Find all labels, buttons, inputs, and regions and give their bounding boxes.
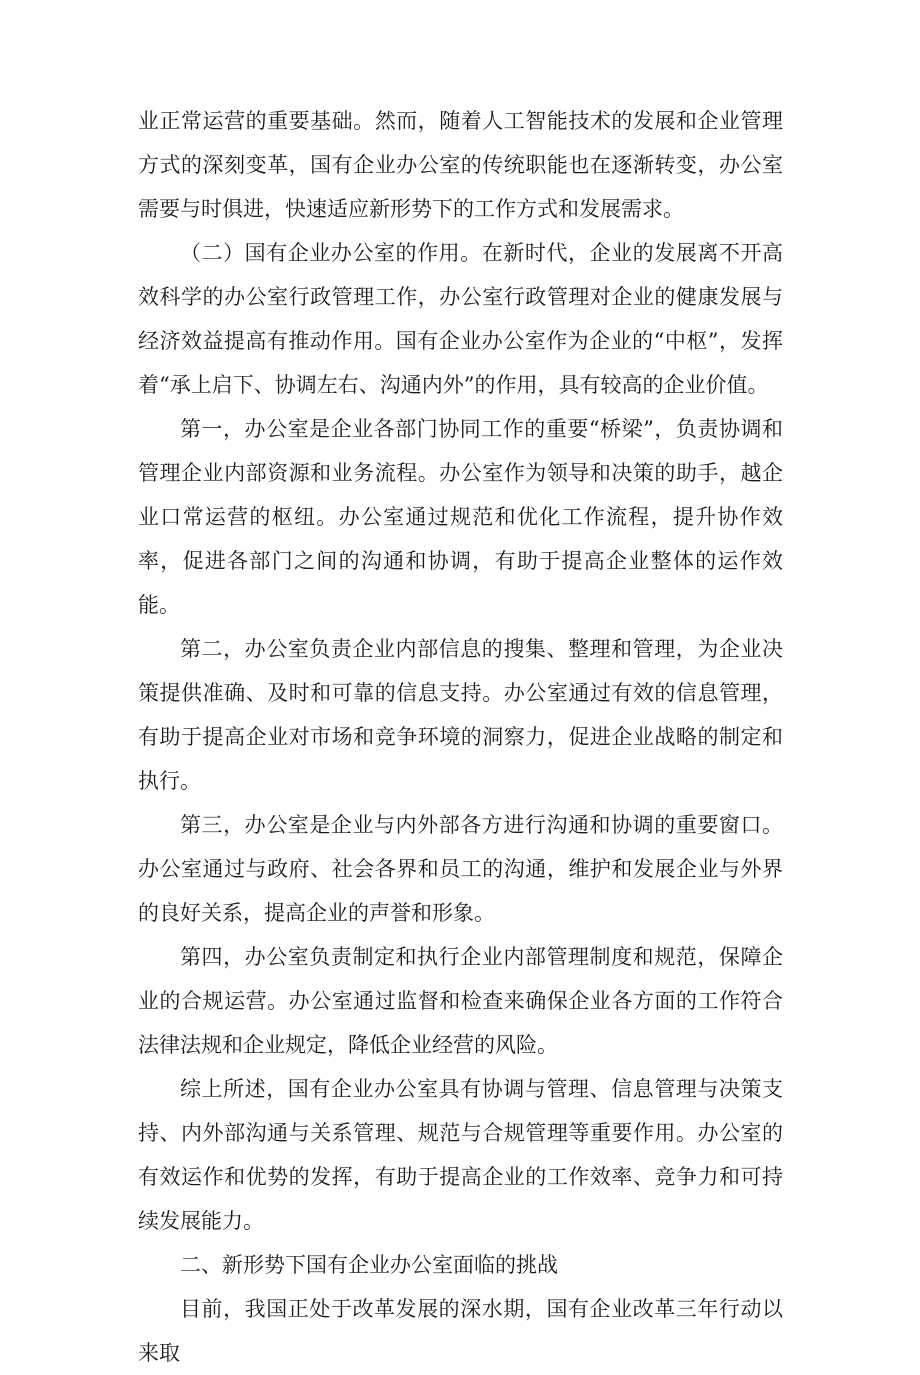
paragraph-second-point: 第二，办公室负责企业内部信息的搜集、整理和管理，为企业决策提供准确、及时和可靠的信息支持。办公室通过有效的信息管理，有助于提高企业对市场和竞争环境的洞察力，促进企业战略的制定和执行。 bbox=[138, 637, 783, 793]
paragraph-fourth-point: 第四，办公室负责制定和执行企业内部管理制度和规范，保障企业的合规运营。办公室通过监督和检查来确保企业各方面的工作符合法律法规和企业规定，降低企业经营的风险。 bbox=[138, 945, 783, 1057]
paragraph-first-point: 第一，办公室是企业各部门协同工作的重要“桥梁”，负责协调和管理企业内部资源和业务流程。办公室作为领导和决策的助手，越企业口常运营的枢纽。办公室通过规范和优化工作流程，提升协作效率，促进各部门之间的沟通和协调，有助于提高企业整体的运作效能。 bbox=[138, 417, 783, 617]
document-body bbox=[138, 99, 783, 1375]
paragraph-summary: 综上所述，国有企业办公室具有协调与管理、信息管理与决策支持、内外部沟通与关系管理、规范与合规管理等重要作用。办公室的有效运作和优势的发挥，有助于提高企业的工作效率、竞争力和可持续发展能力。 bbox=[138, 1077, 783, 1233]
paragraph-current-situation: 目前，我国正处于改革发展的深水期，国有企业改革三年行动以来取 bbox=[138, 1297, 783, 1365]
paragraph-third-point: 第三，办公室是企业与内外部各方进行沟通和协调的重要窗口。办公室通过与政府、社会各界和员工的沟通，维护和发展企业与外界的良好关系，提高企业的声誉和形象。 bbox=[138, 813, 783, 925]
section-heading: 二、新形势下国有企业办公室面临的挑战 bbox=[180, 1253, 558, 1277]
paragraph-section-role: （二）国有企业办公室的作用。在新时代，企业的发展离不开高效科学的办公室行政管理工作，办公室行政管理对企业的健康发展与经济效益提高有推动作用。国有企业办公室作为企业的“中枢”，发挥着“承上启下、协调左右、沟通内外”的作用，具有较高的企业价值。 bbox=[138, 241, 783, 397]
paragraph-continuation: 业正常运营的重要基础。然而，随着人工智能技术的发展和企业管理方式的深刻变革，国有企业办公室的传统职能也在逐渐转变，办公室需要与时俱进，快速适应新形势下的工作方式和发展需求。 bbox=[138, 109, 783, 221]
